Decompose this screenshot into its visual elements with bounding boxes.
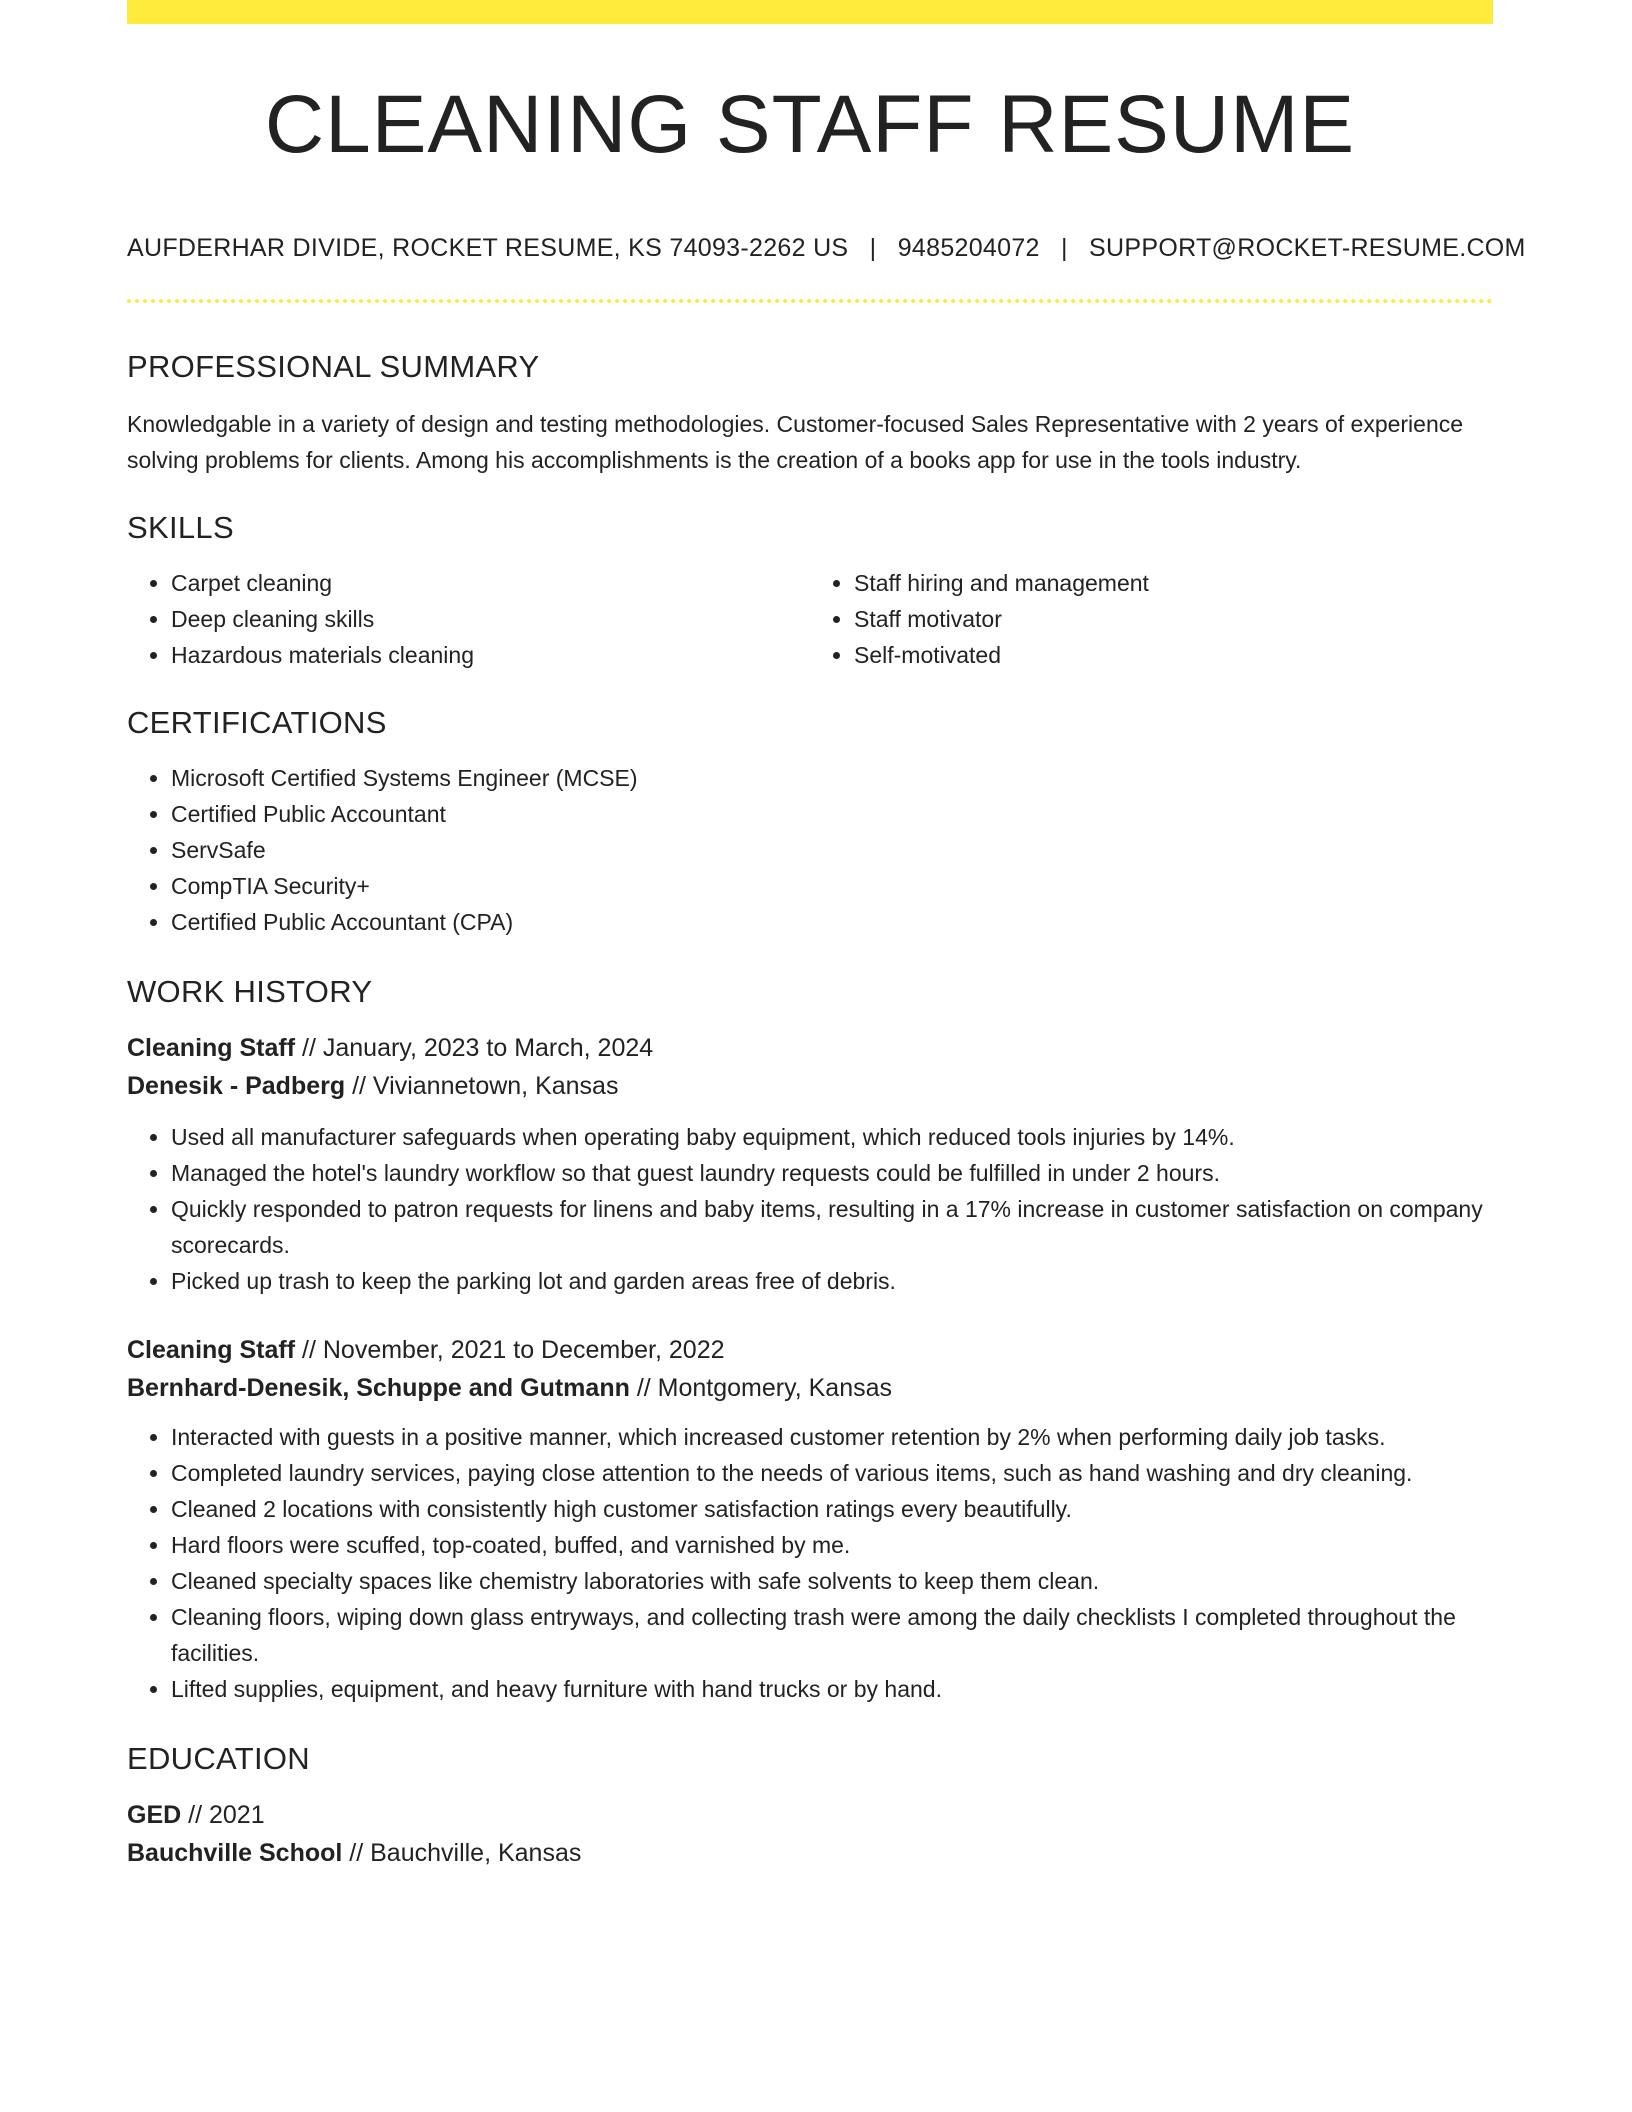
job-title-line bbox=[127, 1331, 1493, 1369]
job-company: Bernhard-Denesik, Schuppe and Gutmann bbox=[127, 1374, 630, 1402]
job-bullets bbox=[127, 1119, 1493, 1299]
certifications-list bbox=[127, 760, 1493, 940]
contact-phone: 9485204072 bbox=[897, 234, 1040, 262]
skills-column-right bbox=[810, 565, 1493, 673]
skill-item: • Staff hiring and management bbox=[854, 565, 1493, 601]
job-entry bbox=[127, 1331, 1493, 1707]
certification-item: • Microsoft Certified Systems Engineer (MCSE) bbox=[171, 760, 1493, 796]
skill-item: • Deep cleaning skills bbox=[171, 601, 810, 637]
job-title-line bbox=[127, 1029, 1493, 1067]
skill-item: • Staff motivator bbox=[854, 601, 1493, 637]
job-bullet: • Managed the hotel's laundry workflow so that guest laundry requests could be fulfilled in under 2 hours. bbox=[171, 1155, 1493, 1191]
education-location: // Bauchville, Kansas bbox=[349, 1839, 582, 1867]
job-company-line bbox=[127, 1369, 1493, 1407]
certification-item: • Certified Public Accountant bbox=[171, 796, 1493, 832]
certifications-heading: CERTIFICATIONS bbox=[127, 705, 387, 740]
skill-item: • Hazardous materials cleaning bbox=[171, 637, 810, 673]
work-history-heading: WORK HISTORY bbox=[127, 974, 373, 1009]
accent-top-bar bbox=[127, 0, 1493, 24]
skill-item: • Carpet cleaning bbox=[171, 565, 810, 601]
education-heading: EDUCATION bbox=[127, 1741, 310, 1776]
certification-item: • ServSafe bbox=[171, 832, 1493, 868]
skills-heading: SKILLS bbox=[127, 510, 234, 545]
job-dates: // January, 2023 to March, 2024 bbox=[302, 1034, 654, 1062]
contact-separator: | bbox=[869, 234, 877, 262]
resume-title: CLEANING STAFF RESUME bbox=[264, 79, 1356, 170]
job-title: Cleaning Staff bbox=[127, 1034, 296, 1062]
job-bullet: • Picked up trash to keep the parking lot and garden areas free of debris. bbox=[171, 1263, 1493, 1299]
job-bullet: • Hard floors were scuffed, top-coated, buffed, and varnished by me. bbox=[171, 1527, 1493, 1563]
dotted-divider bbox=[127, 299, 1493, 303]
contact-separator: | bbox=[1061, 234, 1068, 262]
job-location: // Viviannetown, Kansas bbox=[352, 1072, 619, 1100]
skills-list bbox=[127, 565, 1493, 673]
skill-item: • Self-motivated bbox=[854, 637, 1493, 673]
education-degree-line bbox=[127, 1796, 1493, 1834]
contact-address: AUFDERHAR DIVIDE, ROCKET RESUME, KS 74093-2262 US bbox=[127, 234, 849, 262]
certification-item: • CompTIA Security+ bbox=[171, 868, 1493, 904]
job-bullet: • Cleaned specialty spaces like chemistry laboratories with safe solvents to keep them clean. bbox=[171, 1563, 1493, 1599]
job-bullets bbox=[127, 1419, 1493, 1707]
job-company-line bbox=[127, 1067, 1493, 1105]
job-bullet: • Interacted with guests in a positive manner, which increased customer retention by 2% when performing daily job tasks. bbox=[171, 1419, 1493, 1455]
job-bullet: • Completed laundry services, paying close attention to the needs of various items, such as hand washing and dry cleaning. bbox=[171, 1455, 1493, 1491]
education-school: Bauchville School bbox=[127, 1839, 343, 1867]
summary-heading: PROFESSIONAL SUMMARY bbox=[127, 349, 540, 384]
job-bullet: • Lifted supplies, equipment, and heavy furniture with hand trucks or by hand. bbox=[171, 1671, 1493, 1707]
education-entry bbox=[127, 1796, 1493, 1872]
job-bullet: • Cleaned 2 locations with consistently high customer satisfaction ratings every beautifully. bbox=[171, 1491, 1493, 1527]
education-school-line bbox=[127, 1834, 1493, 1872]
job-dates: // November, 2021 to December, 2022 bbox=[302, 1336, 725, 1364]
job-location: // Montgomery, Kansas bbox=[636, 1374, 893, 1402]
skills-column-left bbox=[127, 565, 810, 673]
job-title: Cleaning Staff bbox=[127, 1336, 296, 1364]
education-degree: GED bbox=[127, 1801, 182, 1829]
job-bullet: • Cleaning floors, wiping down glass entryways, and collecting trash were among the daily checklists I completed throughout the facilities. bbox=[171, 1599, 1493, 1671]
summary-text: Knowledgable in a variety of design and testing methodologies. Customer-focused Sales Representative with 2 years of experience solving problems for clients. Among his accomplishments is the creation of a books app for use in the tools industry. bbox=[127, 411, 1464, 473]
education-year: // 2021 bbox=[188, 1801, 265, 1829]
contact-email: SUPPORT@ROCKET-RESUME.COM bbox=[1089, 234, 1526, 262]
job-company: Denesik - Padberg bbox=[127, 1072, 346, 1100]
job-bullet: • Used all manufacturer safeguards when operating baby equipment, which reduced tools injuries by 14%. bbox=[171, 1119, 1493, 1155]
certification-item: • Certified Public Accountant (CPA) bbox=[171, 904, 1493, 940]
job-bullet: • Quickly responded to patron requests for linens and baby items, resulting in a 17% increase in customer satisfaction on company scorecards. bbox=[171, 1191, 1493, 1263]
contact-line bbox=[127, 234, 1526, 263]
job-entry bbox=[127, 1029, 1493, 1299]
resume-page bbox=[127, 0, 1526, 1872]
